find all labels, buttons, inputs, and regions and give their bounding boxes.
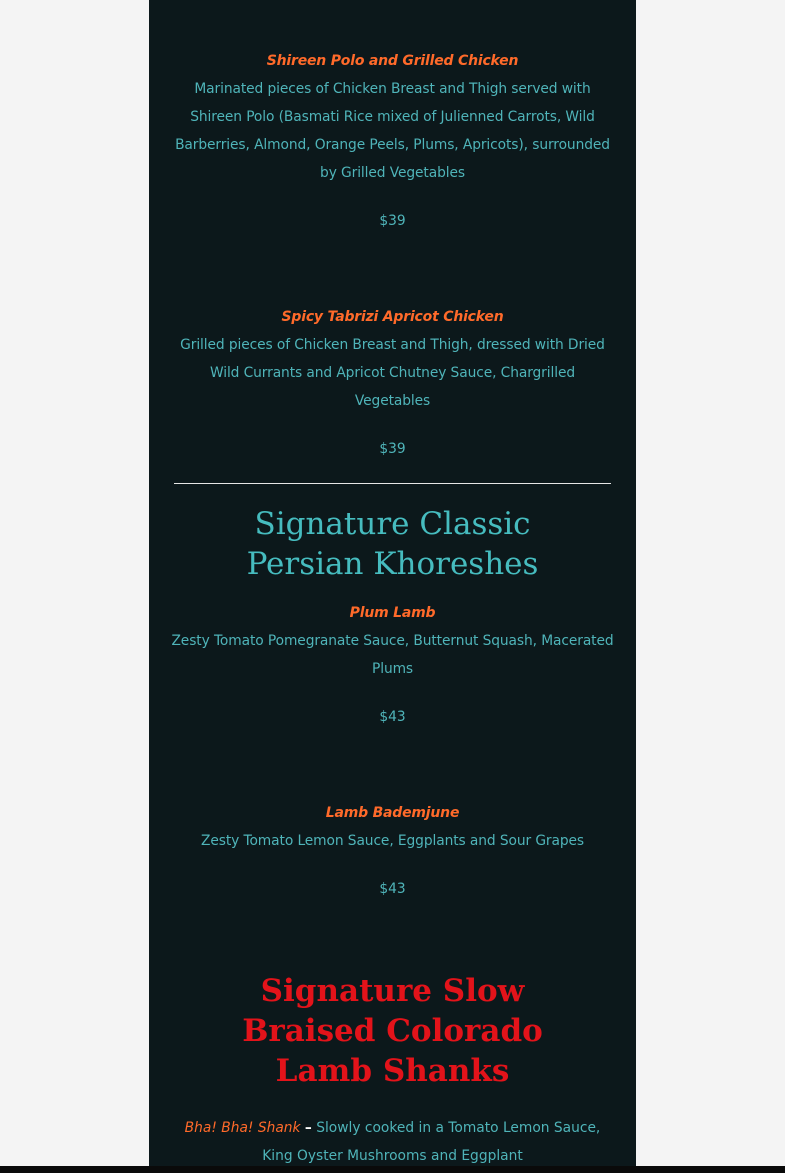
menu-item-name: Plum Lamb [349,605,436,621]
menu-item-price: $43 [379,881,406,897]
menu-item-description: Grilled pieces of Chicken Breast and Thigh, dressed with Dried Wild Currants and Apricot Chutney Sauce, Chargrilled Vegetables [180,337,605,409]
menu-item-name: Lamb Bademjune [325,805,460,821]
menu-item-name: Spicy Tabrizi Apricot Chicken [281,309,504,325]
menu-panel [149,0,636,1173]
menu-item-description: Zesty Tomato Lemon Sauce, Eggplants and Sour Grapes [201,833,584,849]
menu-item-price: $39 [379,441,406,457]
menu-item-description: Marinated pieces of Chicken Breast and Thigh served with Shireen Polo (Basmati Rice mixed of Julienned Carrots, Wild Barberries, Almond, Orange Peels, Plums, Apricots), surrounded by Grilled Vegetables [175,81,610,181]
shank-item-description: Slowly cooked in a Tomato Lemon Sauce, King Oyster Mushrooms and Eggplant [262,1120,601,1164]
shank-item-name: Bha! Bha! Shank [184,1120,301,1136]
shank-item [149,1114,636,1170]
menu-item-name: Shireen Polo and Grilled Chicken [266,53,519,69]
menu-item-price: $43 [379,709,406,725]
section-heading-lamb-shanks: Signature Slow Braised Colorado Lamb Shanks [242,973,543,1089]
shank-item-separator: – [304,1120,312,1136]
section-divider [174,483,611,484]
menu-item-price: $39 [379,213,406,229]
bottom-bar [0,1166,785,1173]
section-heading-khoreshes: Signature Classic Persian Khoreshes [246,506,539,582]
menu-item-description: Zesty Tomato Pomegranate Sauce, Butternut Squash, Macerated Plums [171,633,614,677]
